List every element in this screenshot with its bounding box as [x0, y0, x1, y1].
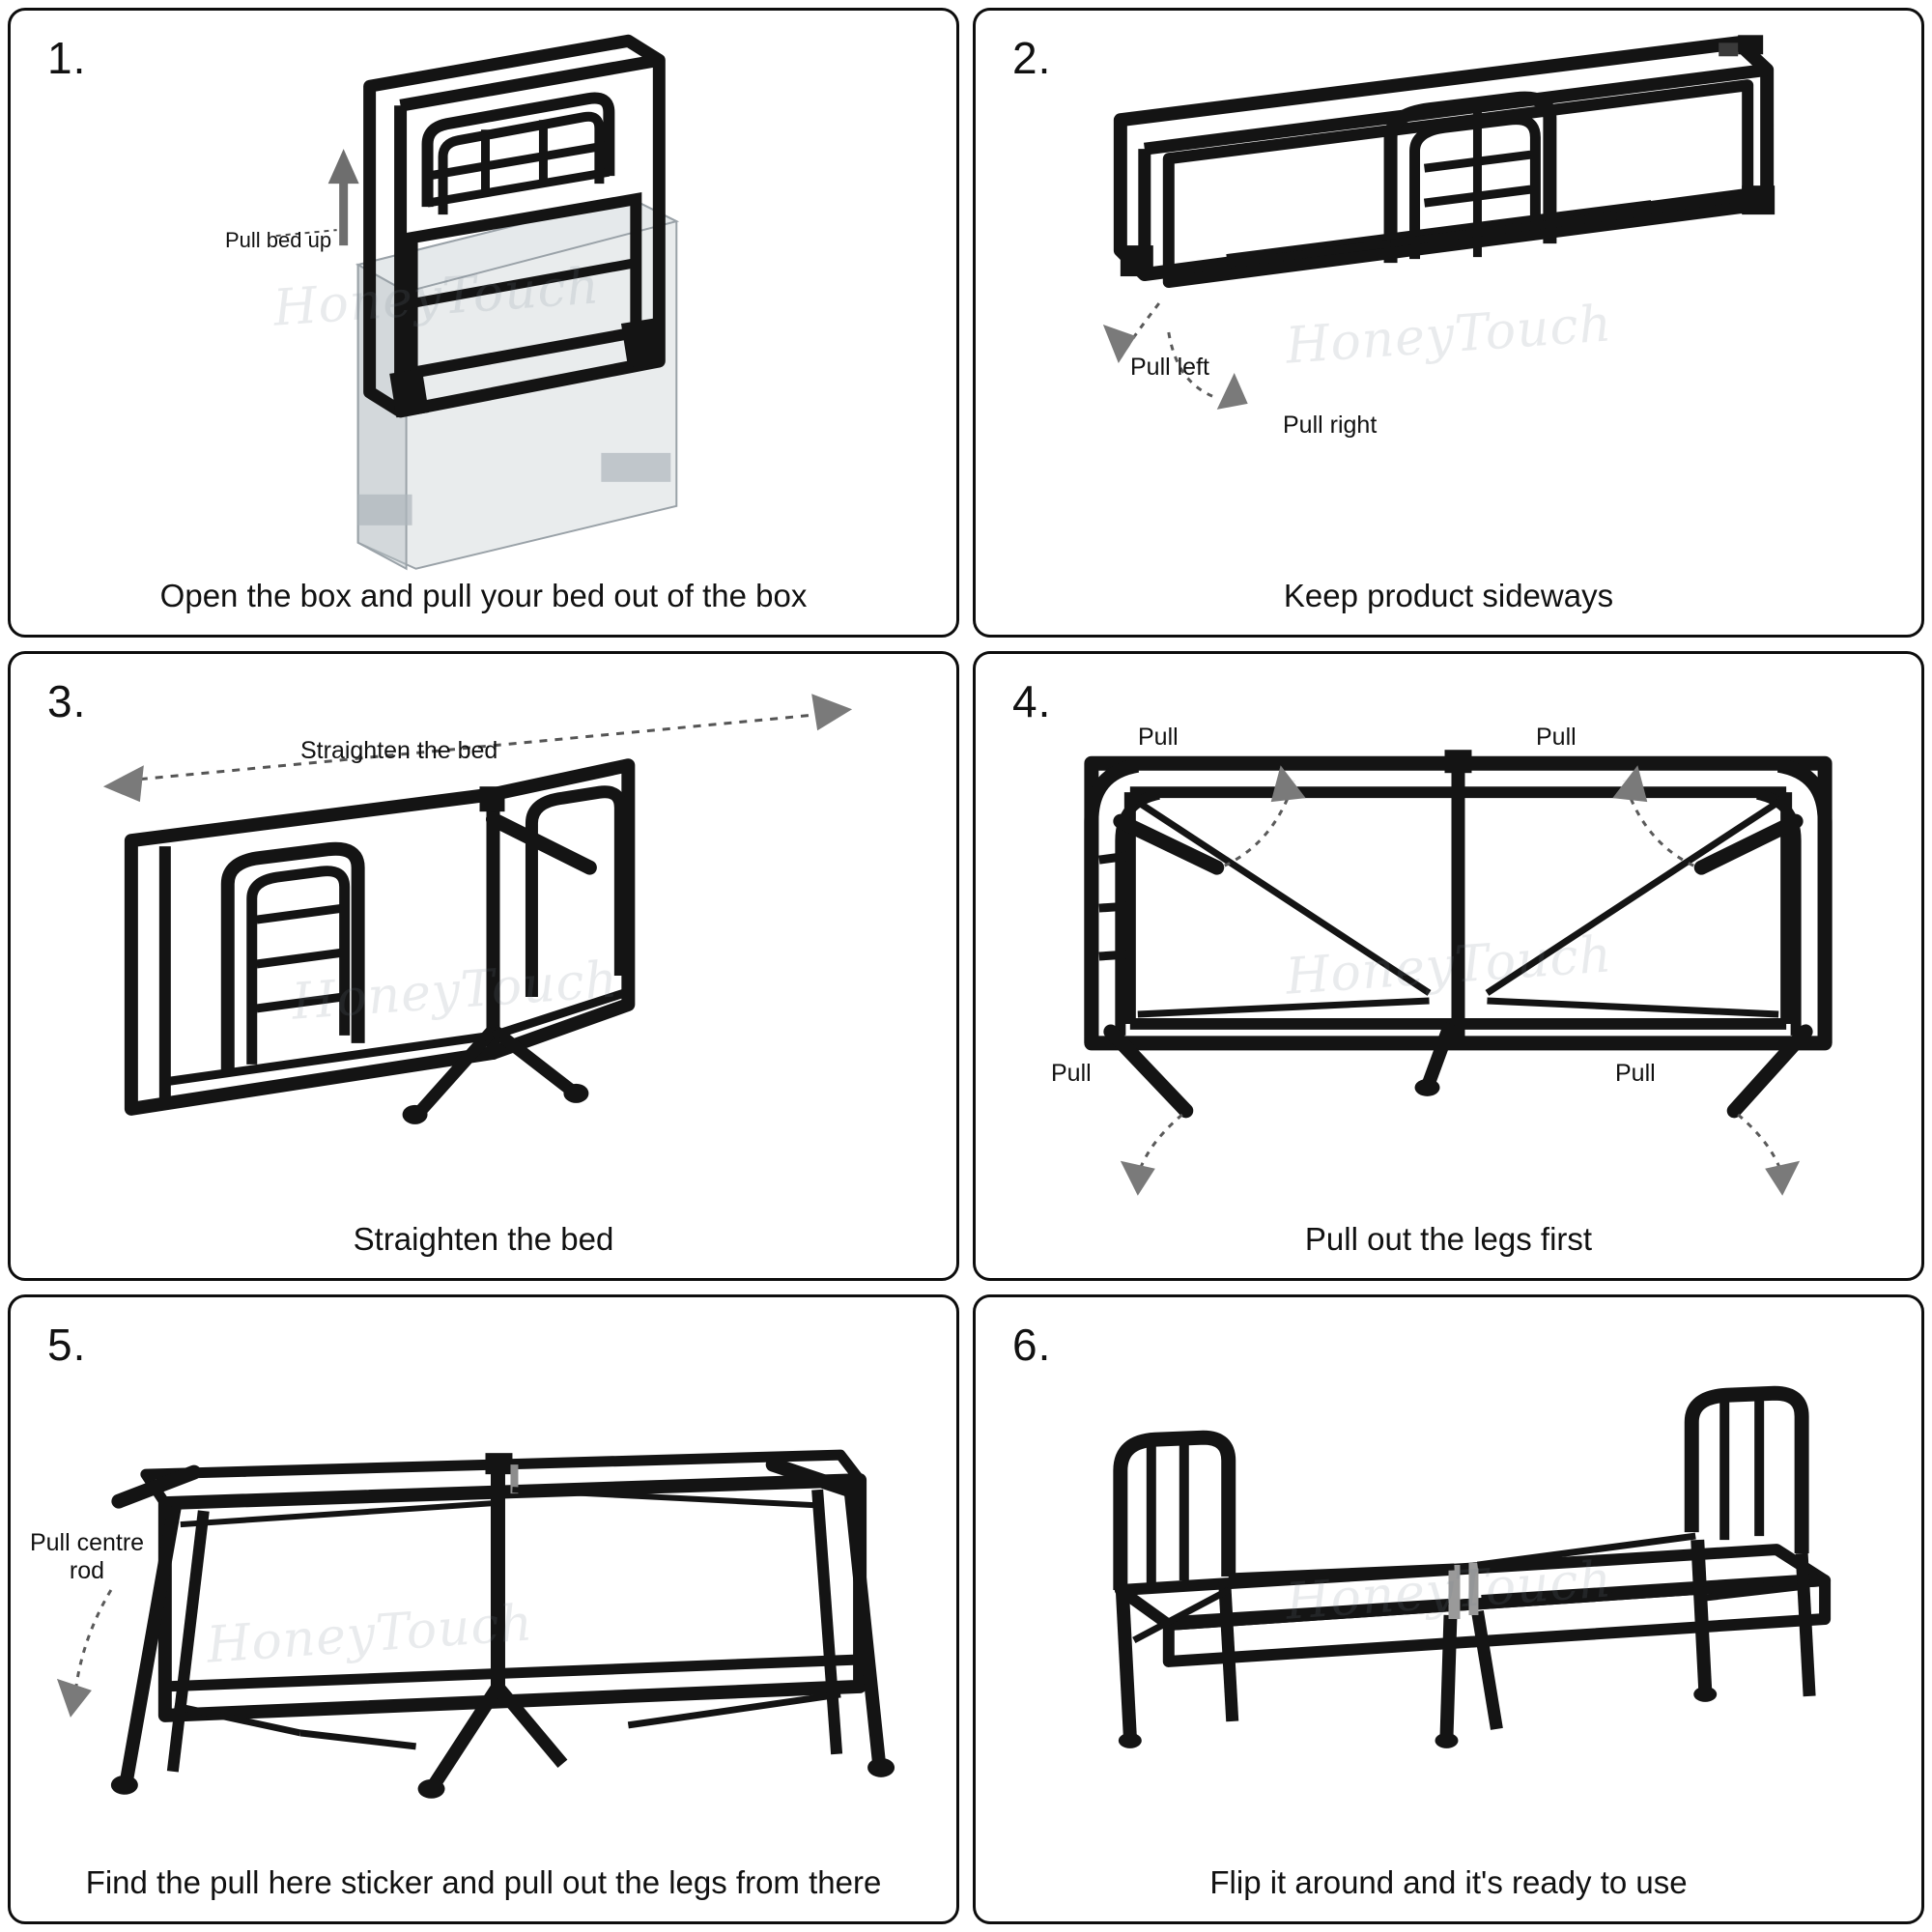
step-caption-1: Open the box and pull your bed out of the box	[159, 577, 808, 613]
step-panel-1	[8, 8, 959, 638]
step-illustration-6	[976, 1297, 1921, 1921]
straighten-the-bed-label: Straighten the bed	[300, 737, 498, 764]
watermark-1: HoneyTouch	[270, 257, 602, 338]
step-number-2: 2.	[1012, 33, 1052, 83]
pull-top-left-label: Pull	[1138, 724, 1179, 751]
step-number-3: 3.	[47, 676, 87, 726]
bed-frame-sideways	[1121, 35, 1775, 282]
pull-left-label: Pull left	[1130, 354, 1209, 381]
step-number-4: 4.	[1012, 676, 1052, 726]
step-panel-4	[973, 651, 1924, 1281]
steps-grid	[8, 8, 1924, 1924]
step-caption-3: Straighten the bed	[353, 1220, 614, 1257]
watermark-4: HoneyTouch	[1283, 925, 1614, 1007]
watermark-5: HoneyTouch	[205, 1594, 535, 1675]
step-number-1: 1.	[47, 33, 87, 83]
step-caption-4: Pull out the legs first	[1304, 1220, 1593, 1257]
watermark-2: HoneyTouch	[1283, 295, 1614, 376]
pull-top-right-label: Pull	[1536, 724, 1577, 751]
pull-centre-rod-arrow	[57, 1590, 111, 1718]
step-panel-2	[973, 8, 1924, 638]
step-illustration-2	[976, 11, 1921, 635]
step-illustration-4	[976, 654, 1921, 1278]
pull-bed-up-label: Pull bed up	[225, 228, 332, 252]
bed-frame-legs-out	[111, 1453, 895, 1799]
watermark-6: HoneyTouch	[1283, 1549, 1614, 1632]
pull-bottom-left-label: Pull	[1051, 1060, 1092, 1087]
step-panel-6	[973, 1294, 1924, 1924]
step-number-6: 6.	[1012, 1320, 1052, 1370]
pull-centre-rod-label: Pull centre rod	[29, 1529, 145, 1584]
step-panel-3	[8, 651, 959, 1281]
bed-frame-unfolding	[131, 765, 628, 1124]
bed-frame-open	[1092, 750, 1825, 1111]
step-caption-6: Flip it around and it's ready to use	[1209, 1863, 1688, 1900]
step-caption-5: Find the pull here sticker and pull out the legs from there	[85, 1863, 882, 1900]
pull-right-label: Pull right	[1283, 412, 1378, 439]
step-number-5: 5.	[47, 1320, 87, 1370]
step-illustration-1	[11, 11, 956, 635]
pull-bottom-right-label: Pull	[1615, 1060, 1656, 1087]
step-panel-5	[8, 1294, 959, 1924]
step-caption-2: Keep product sideways	[1283, 577, 1614, 613]
bed-frame-final	[1119, 1393, 1825, 1748]
watermark-3: HoneyTouch	[290, 951, 620, 1032]
step-illustration-5	[11, 1297, 956, 1921]
